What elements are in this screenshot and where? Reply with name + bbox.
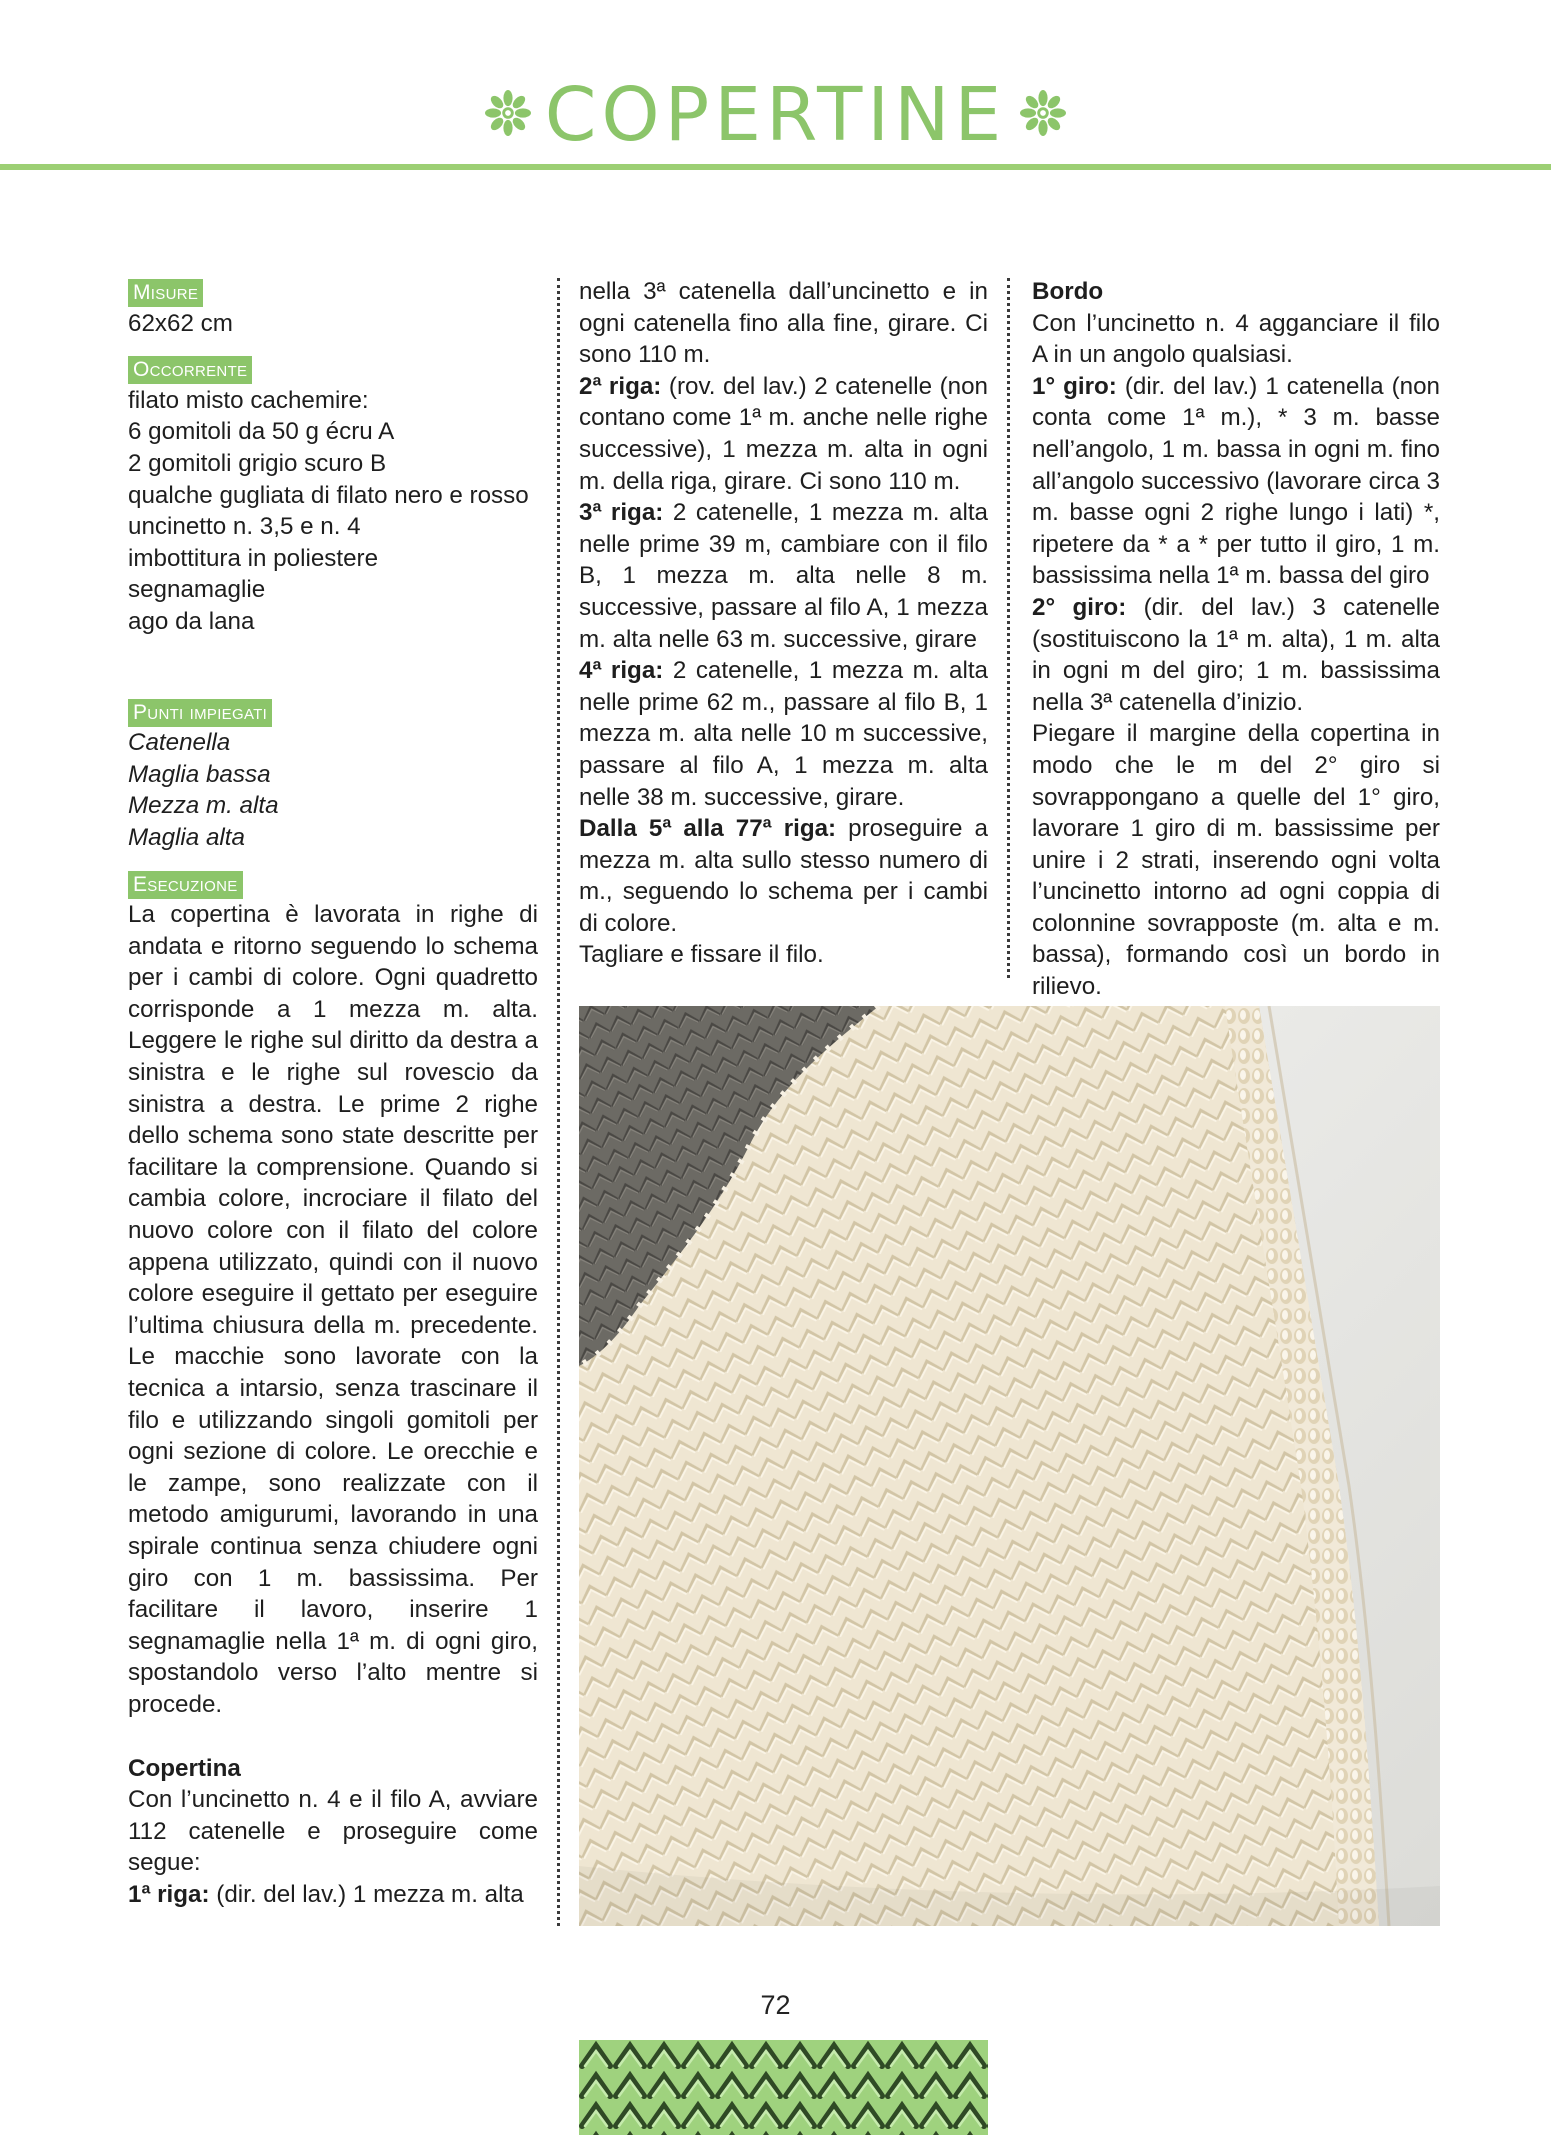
header-divider — [0, 164, 1551, 170]
list-item: Maglia bassa — [128, 760, 271, 788]
page-header — [0, 0, 1551, 172]
list-item: Maglia alta — [128, 823, 245, 851]
riga-4-instruction — [579, 655, 988, 813]
giro-1-instruction — [1032, 371, 1440, 592]
final-instruction: Piegare il margine della copertina in modo che le m del 2° giro si sovrappongano a quelle del 1° giro, lavorare 1 giro di m. bassissime per unire i 2 strati, inserendo ogni volta l’uncinetto intorno ad ogni coppia di colonnine sovrapposte (m. alta e m. bassa), formando così un bordo in rilievo. — [1032, 720, 1440, 1001]
riga-1-instruction — [128, 1879, 538, 1911]
crochet-texture-image — [579, 1006, 1440, 1926]
section-title — [0, 70, 1551, 160]
bordo-heading: Bordo — [1032, 278, 1104, 305]
list-item: filato misto cachemire: — [128, 386, 369, 414]
list-item: imbottitura in poliestere — [128, 544, 379, 572]
copertina-heading: Copertina — [128, 1754, 241, 1782]
riga-text: 2 catenelle, 1 mezza m. alta nelle prime 39 m, cambiare con il filo B, 1 mezza m. alta nelle 8 m. successive, passare al filo A, 1 mezza m. alta nelle 63 m. successive, girare — [579, 499, 988, 653]
riga-text: (rov. del lav.) 2 catenelle (non contano come 1ª m. anche nelle righe successive), 1 mezza m. alta in ogni m. della riga, girare. Ci sono 110 m. — [579, 372, 988, 495]
stitches-list — [128, 727, 538, 853]
riga-label: 2ª riga: — [579, 372, 662, 400]
flower-ornament-icon — [485, 90, 531, 136]
riga-label: 4ª riga: — [579, 657, 664, 685]
list-item: Catenella — [128, 729, 231, 757]
riga-2-instruction — [579, 371, 988, 497]
riga-1-continued: nella 3ª catenella dall’uncinetto e in ogni catenella fino alla fine, girare. Ci sono 110 m. — [579, 278, 988, 369]
riga-label: 1ª riga: — [128, 1880, 210, 1908]
list-item: 6 gomitoli da 50 g écru A — [128, 418, 395, 446]
riga-label: Dalla 5ª alla 77ª riga: — [579, 815, 837, 843]
title-text: COPERTINE — [544, 72, 1007, 158]
riga-5-77-instruction — [579, 813, 988, 939]
list-item: Mezza m. alta — [128, 792, 279, 820]
esecuzione-paragraph: La copertina è lavorata in righe di andata e ritorno seguendo lo schema per i cambi di colore. Ogni quadretto corrisponde a 1 mezza m. alta. Leggere le righe sul diritto da destra a sinistra e le righe sul rovescio da sinistra a destra. Le prime 2 righe dello schema sono state descritte per facilitare la comprensione. Quando si cambia colore, incrociare il filato del nuovo colore con il filato del colore appena utilizzato, quindi con il nuovo colore eseguire il gettato per eseguire l’ultima chiusura della m. precedente. Le macchie sono lavorate con la tecnica a intarsio, senza trascinare il filo e utilizzando singoli gomitoli per ogni sezione di colore. Le orecchie e le zampe, sono realizzate con il metodo amigurumi, lavorando in una spirale continua senza chiudere ogni giro con 1 m. bassissima. Per facilitare il lavoro, inserire 1 segnamaglie nella 1ª m. di ogni giro, spostandolo verso l’alto mentre si procede. — [128, 901, 538, 1718]
riga-text: proseguire a mezza m. alta sullo stesso numero di m., seguendo lo schema per i cambi di colore. — [579, 815, 988, 937]
section-label-punti: Punti impiegati — [128, 699, 272, 727]
riga-label: 3ª riga: — [579, 499, 664, 527]
list-item: qualche gugliata di filato nero e rosso — [128, 481, 529, 509]
column-divider — [1007, 278, 1010, 978]
copertina-paragraph: Con l’uncinetto n. 4 e il filo A, avviare 112 catenelle e proseguire come segue: — [128, 1786, 538, 1877]
end-instruction: Tagliare e fissare il filo. — [579, 941, 824, 969]
knit-pattern-footer-image — [579, 2040, 988, 2135]
list-item: uncinetto n. 3,5 e n. 4 — [128, 513, 361, 541]
giro-text: (dir. del lav.) 3 catenelle (sostituiscono la 1ª m. alta), 1 m. alta in ogni m del giro; 1 m. bassissima nella 3ª catenella d’inizio. — [1032, 593, 1440, 716]
bordo-intro: Con l’uncinetto n. 4 agganciare il filo A in un angolo qualsiasi. — [1032, 309, 1440, 369]
riga-text: 2 catenelle, 1 mezza m. alta nelle prime 62 m., passare al filo B, 1 mezza m. alta nelle 10 m successive, passare al filo A, 1 mezza m. alta nelle 38 m. successive, girare. — [579, 657, 988, 811]
materials-list — [128, 385, 538, 638]
flower-ornament-icon — [1020, 90, 1066, 136]
section-label-occorrente: Occorrente — [128, 356, 252, 384]
column-middle — [579, 276, 988, 971]
blanket-photo — [579, 1006, 1440, 1926]
column-right — [1032, 276, 1440, 1003]
list-item: segnamaglie — [128, 576, 266, 604]
list-item: 2 gomitoli grigio scuro B — [128, 449, 387, 477]
column-left — [128, 276, 538, 1911]
list-item: ago da lana — [128, 607, 255, 635]
page-number: 72 — [760, 1990, 791, 2020]
riga-3-instruction — [579, 497, 988, 655]
riga-text: (dir. del lav.) 1 mezza m. alta — [209, 1880, 524, 1908]
giro-label: 2° giro: — [1032, 593, 1127, 621]
section-label-esecuzione: Esecuzione — [128, 871, 243, 899]
footer-decorative-band — [579, 2040, 988, 2135]
misure-value: 62x62 cm — [128, 309, 233, 337]
giro-text: (dir. del lav.) 1 catenella (non conta come 1ª m.), * 3 m. basse nell’angolo, 1 m. bassa in ogni m. fino all’angolo successivo (lavorare circa 3 m. basse ogni 2 righe lungo i lati) *, ripetere da * a * per tutto il giro, 1 m. bassissima nella 1ª m. bassa del giro — [1032, 372, 1440, 590]
giro-2-instruction — [1032, 592, 1440, 718]
giro-label: 1° giro: — [1032, 372, 1117, 400]
column-divider — [557, 278, 560, 1926]
section-label-misure: Misure — [128, 279, 203, 307]
